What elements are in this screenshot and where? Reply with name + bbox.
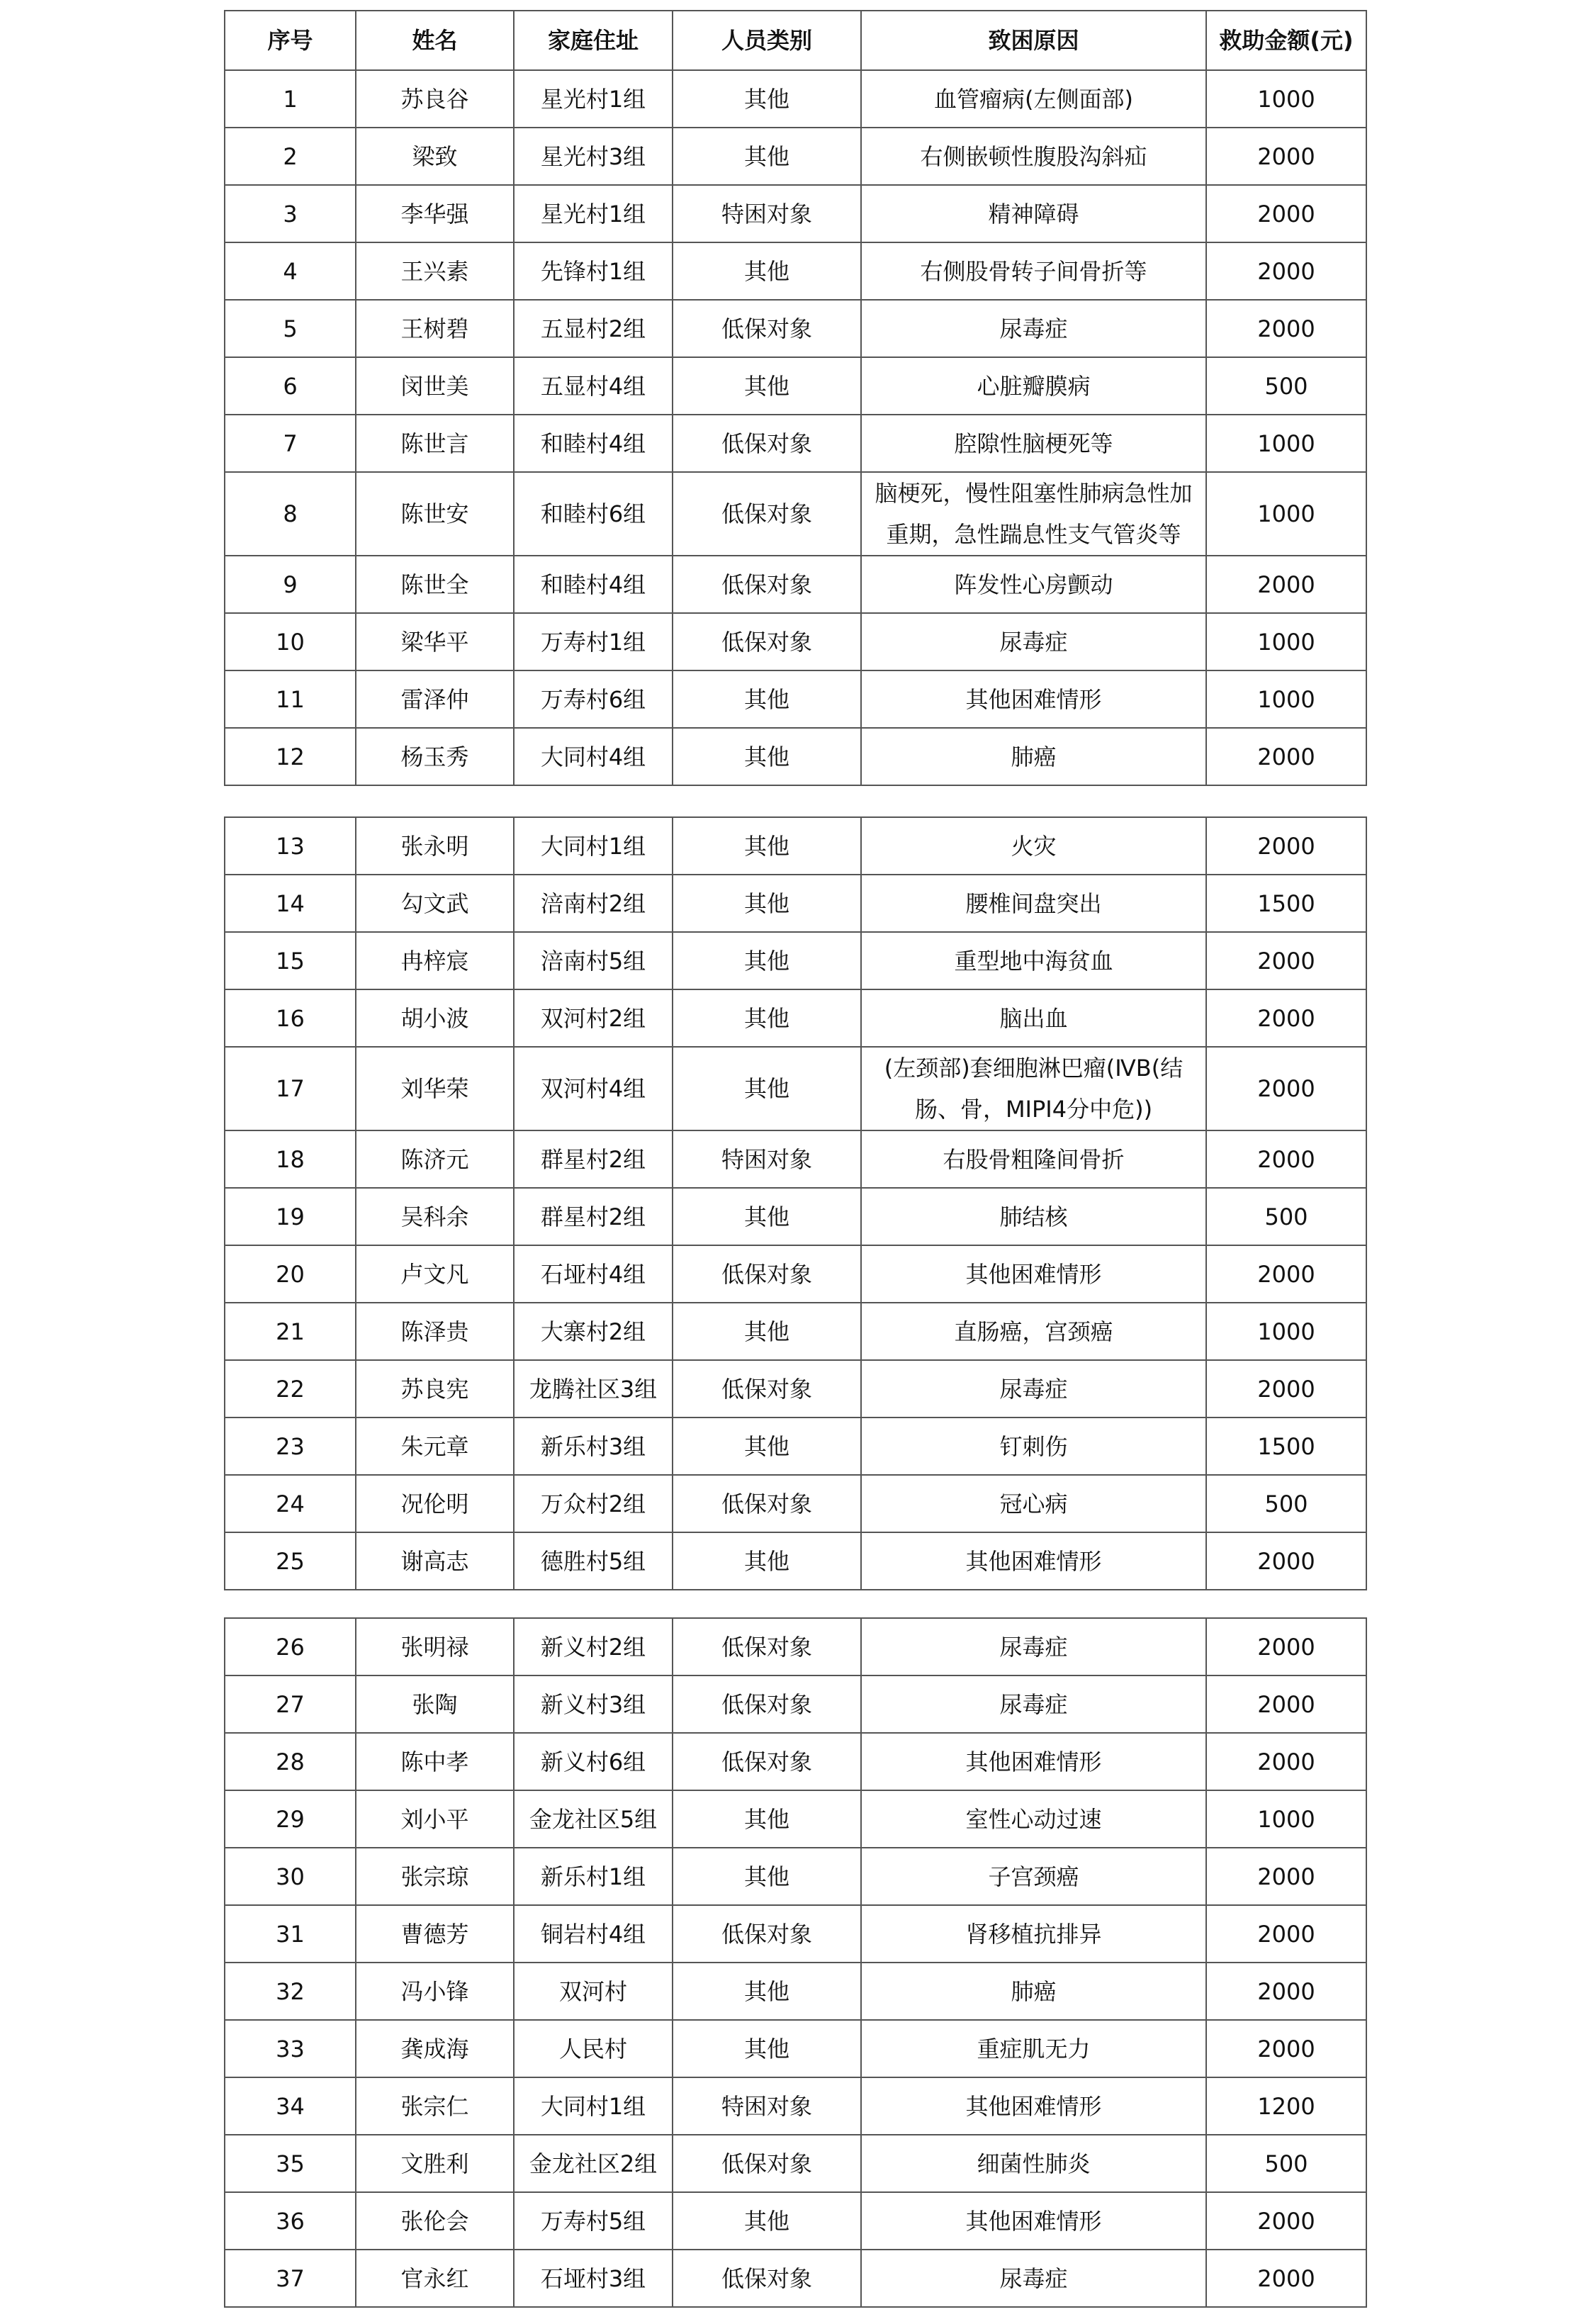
cell-amount: 1500 bbox=[1206, 1418, 1366, 1475]
cell-name: 杨玉秀 bbox=[356, 728, 514, 785]
cell-reason: 尿毒症 bbox=[861, 613, 1206, 670]
cell-reason: 钉刺伤 bbox=[861, 1418, 1206, 1475]
cell-reason: 细菌性肺炎 bbox=[861, 2135, 1206, 2192]
cell-reason: 右股骨粗隆间骨折 bbox=[861, 1130, 1206, 1188]
cell-amount: 2000 bbox=[1206, 1532, 1366, 1590]
cell-no: 15 bbox=[225, 932, 356, 989]
cell-category: 特困对象 bbox=[673, 2077, 861, 2135]
cell-no: 6 bbox=[225, 357, 356, 415]
cell-address: 大同村1组 bbox=[514, 817, 673, 875]
cell-address: 双河村 bbox=[514, 1963, 673, 2020]
cell-reason: 脑梗死，慢性阻塞性肺病急性加重期，急性踹息性支气管炎等 bbox=[861, 472, 1206, 556]
cell-no: 19 bbox=[225, 1188, 356, 1245]
header-amount: 救助金额(元) bbox=[1206, 11, 1366, 70]
cell-address: 新乐村3组 bbox=[514, 1418, 673, 1475]
cell-address: 大同村1组 bbox=[514, 2077, 673, 2135]
relief-table-part-3 bbox=[224, 1617, 1367, 2308]
cell-category: 其他 bbox=[673, 2192, 861, 2250]
table-row bbox=[225, 1047, 1366, 1130]
cell-amount: 2000 bbox=[1206, 1618, 1366, 1675]
cell-address: 石垭村4组 bbox=[514, 1245, 673, 1303]
cell-no: 31 bbox=[225, 1905, 356, 1963]
cell-address: 万寿村6组 bbox=[514, 670, 673, 728]
cell-address: 万寿村1组 bbox=[514, 613, 673, 670]
table-row bbox=[225, 989, 1366, 1047]
cell-reason: 其他困难情形 bbox=[861, 2077, 1206, 2135]
cell-name: 刘小平 bbox=[356, 1790, 514, 1848]
cell-category: 其他 bbox=[673, 1188, 861, 1245]
cell-amount: 2000 bbox=[1206, 556, 1366, 613]
cell-reason: 尿毒症 bbox=[861, 1360, 1206, 1418]
table-row bbox=[225, 1790, 1366, 1848]
table-row bbox=[225, 670, 1366, 728]
cell-reason: 其他困难情形 bbox=[861, 1245, 1206, 1303]
cell-amount: 2000 bbox=[1206, 728, 1366, 785]
cell-amount: 2000 bbox=[1206, 817, 1366, 875]
table-row bbox=[225, 817, 1366, 875]
cell-name: 闵世美 bbox=[356, 357, 514, 415]
cell-address: 大寨村2组 bbox=[514, 1303, 673, 1360]
cell-address: 群星村2组 bbox=[514, 1188, 673, 1245]
cell-category: 其他 bbox=[673, 989, 861, 1047]
cell-category: 低保对象 bbox=[673, 1360, 861, 1418]
cell-address: 德胜村5组 bbox=[514, 1532, 673, 1590]
cell-amount: 2000 bbox=[1206, 185, 1366, 242]
table-row bbox=[225, 2020, 1366, 2077]
cell-no: 28 bbox=[225, 1733, 356, 1790]
cell-amount: 1000 bbox=[1206, 415, 1366, 472]
cell-name: 陈泽贵 bbox=[356, 1303, 514, 1360]
cell-category: 其他 bbox=[673, 670, 861, 728]
cell-address: 星光村1组 bbox=[514, 185, 673, 242]
table-row bbox=[225, 70, 1366, 128]
header-address: 家庭住址 bbox=[514, 11, 673, 70]
table-row bbox=[225, 472, 1366, 556]
table-row bbox=[225, 1905, 1366, 1963]
cell-name: 张陶 bbox=[356, 1675, 514, 1733]
cell-category: 其他 bbox=[673, 128, 861, 185]
cell-category: 低保对象 bbox=[673, 1245, 861, 1303]
cell-address: 星光村3组 bbox=[514, 128, 673, 185]
cell-amount: 1200 bbox=[1206, 2077, 1366, 2135]
cell-no: 32 bbox=[225, 1963, 356, 2020]
cell-category: 低保对象 bbox=[673, 1675, 861, 1733]
cell-name: 李华强 bbox=[356, 185, 514, 242]
table-row bbox=[225, 415, 1366, 472]
cell-category: 低保对象 bbox=[673, 613, 861, 670]
cell-name: 曹德芳 bbox=[356, 1905, 514, 1963]
table-row bbox=[225, 242, 1366, 300]
cell-category: 其他 bbox=[673, 1303, 861, 1360]
cell-no: 29 bbox=[225, 1790, 356, 1848]
cell-no: 8 bbox=[225, 472, 356, 556]
table-row bbox=[225, 728, 1366, 785]
cell-category: 特困对象 bbox=[673, 1130, 861, 1188]
cell-name: 陈世安 bbox=[356, 472, 514, 556]
cell-no: 23 bbox=[225, 1418, 356, 1475]
cell-name: 冯小锋 bbox=[356, 1963, 514, 2020]
cell-amount: 1000 bbox=[1206, 670, 1366, 728]
cell-category: 其他 bbox=[673, 357, 861, 415]
cell-reason: 尿毒症 bbox=[861, 300, 1206, 357]
cell-name: 苏良谷 bbox=[356, 70, 514, 128]
cell-reason: 直肠癌，宫颈癌 bbox=[861, 1303, 1206, 1360]
cell-name: 张宗仁 bbox=[356, 2077, 514, 2135]
cell-reason: 右侧股骨转子间骨折等 bbox=[861, 242, 1206, 300]
header-no: 序号 bbox=[225, 11, 356, 70]
cell-amount: 1000 bbox=[1206, 472, 1366, 556]
table-row bbox=[225, 185, 1366, 242]
cell-address: 双河村2组 bbox=[514, 989, 673, 1047]
cell-reason: 冠心病 bbox=[861, 1475, 1206, 1532]
cell-name: 冉梓宸 bbox=[356, 932, 514, 989]
cell-category: 其他 bbox=[673, 728, 861, 785]
cell-name: 梁华平 bbox=[356, 613, 514, 670]
relief-table-part-2 bbox=[224, 816, 1367, 1590]
cell-reason: 心脏瓣膜病 bbox=[861, 357, 1206, 415]
header-row bbox=[225, 11, 1366, 70]
cell-no: 30 bbox=[225, 1848, 356, 1905]
cell-reason: 重症肌无力 bbox=[861, 2020, 1206, 2077]
cell-no: 16 bbox=[225, 989, 356, 1047]
cell-name: 王树碧 bbox=[356, 300, 514, 357]
cell-address: 金龙社区2组 bbox=[514, 2135, 673, 2192]
cell-name: 陈世全 bbox=[356, 556, 514, 613]
table-row bbox=[225, 1245, 1366, 1303]
cell-address: 群星村2组 bbox=[514, 1130, 673, 1188]
cell-amount: 500 bbox=[1206, 1475, 1366, 1532]
cell-name: 卢文凡 bbox=[356, 1245, 514, 1303]
cell-reason: 肾移植抗排异 bbox=[861, 1905, 1206, 1963]
cell-no: 3 bbox=[225, 185, 356, 242]
cell-no: 18 bbox=[225, 1130, 356, 1188]
table-row bbox=[225, 1360, 1366, 1418]
header-reason: 致困原因 bbox=[861, 11, 1206, 70]
cell-category: 低保对象 bbox=[673, 2250, 861, 2307]
cell-amount: 2000 bbox=[1206, 1963, 1366, 2020]
table-row bbox=[225, 2135, 1366, 2192]
cell-name: 胡小波 bbox=[356, 989, 514, 1047]
cell-name: 梁致 bbox=[356, 128, 514, 185]
table-row bbox=[225, 1733, 1366, 1790]
cell-amount: 2000 bbox=[1206, 1047, 1366, 1130]
cell-reason: 肺癌 bbox=[861, 728, 1206, 785]
cell-reason: 血管瘤病(左侧面部) bbox=[861, 70, 1206, 128]
header-name: 姓名 bbox=[356, 11, 514, 70]
cell-no: 34 bbox=[225, 2077, 356, 2135]
cell-address: 龙腾社区3组 bbox=[514, 1360, 673, 1418]
cell-address: 大同村4组 bbox=[514, 728, 673, 785]
cell-address: 星光村1组 bbox=[514, 70, 673, 128]
cell-address: 万众村2组 bbox=[514, 1475, 673, 1532]
cell-category: 其他 bbox=[673, 875, 861, 932]
cell-category: 低保对象 bbox=[673, 1475, 861, 1532]
table-row bbox=[225, 1188, 1366, 1245]
cell-category: 其他 bbox=[673, 1848, 861, 1905]
table-row bbox=[225, 1130, 1366, 1188]
cell-address: 石垭村3组 bbox=[514, 2250, 673, 2307]
table-row bbox=[225, 128, 1366, 185]
cell-amount: 500 bbox=[1206, 1188, 1366, 1245]
cell-amount: 2000 bbox=[1206, 1733, 1366, 1790]
table-row bbox=[225, 2077, 1366, 2135]
cell-no: 11 bbox=[225, 670, 356, 728]
cell-reason: 室性心动过速 bbox=[861, 1790, 1206, 1848]
cell-address: 先锋村1组 bbox=[514, 242, 673, 300]
cell-category: 其他 bbox=[673, 2020, 861, 2077]
cell-reason: 火灾 bbox=[861, 817, 1206, 875]
cell-address: 新乐村1组 bbox=[514, 1848, 673, 1905]
cell-name: 陈世言 bbox=[356, 415, 514, 472]
table-row bbox=[225, 1418, 1366, 1475]
cell-amount: 1000 bbox=[1206, 1790, 1366, 1848]
cell-address: 五显村2组 bbox=[514, 300, 673, 357]
cell-address: 涪南村2组 bbox=[514, 875, 673, 932]
table-row bbox=[225, 2192, 1366, 2250]
cell-address: 新义村2组 bbox=[514, 1618, 673, 1675]
cell-amount: 500 bbox=[1206, 2135, 1366, 2192]
cell-no: 33 bbox=[225, 2020, 356, 2077]
cell-category: 其他 bbox=[673, 817, 861, 875]
cell-category: 低保对象 bbox=[673, 1733, 861, 1790]
cell-reason: 右侧嵌顿性腹股沟斜疝 bbox=[861, 128, 1206, 185]
cell-no: 12 bbox=[225, 728, 356, 785]
cell-amount: 2000 bbox=[1206, 2250, 1366, 2307]
cell-no: 24 bbox=[225, 1475, 356, 1532]
cell-category: 低保对象 bbox=[673, 2135, 861, 2192]
cell-category: 其他 bbox=[673, 1418, 861, 1475]
cell-no: 21 bbox=[225, 1303, 356, 1360]
cell-category: 其他 bbox=[673, 70, 861, 128]
cell-name: 雷泽仲 bbox=[356, 670, 514, 728]
cell-category: 低保对象 bbox=[673, 1905, 861, 1963]
cell-reason: 腰椎间盘突出 bbox=[861, 875, 1206, 932]
cell-name: 朱元章 bbox=[356, 1418, 514, 1475]
cell-amount: 500 bbox=[1206, 357, 1366, 415]
table-row bbox=[225, 556, 1366, 613]
table-row bbox=[225, 1963, 1366, 2020]
table-row bbox=[225, 1532, 1366, 1590]
table-row bbox=[225, 932, 1366, 989]
cell-no: 10 bbox=[225, 613, 356, 670]
cell-reason: 腔隙性脑梗死等 bbox=[861, 415, 1206, 472]
cell-reason: 重型地中海贫血 bbox=[861, 932, 1206, 989]
cell-reason: (左颈部)套细胞淋巴瘤(ⅣB(结肠、骨，MIPI4分中危)) bbox=[861, 1047, 1206, 1130]
cell-address: 双河村4组 bbox=[514, 1047, 673, 1130]
cell-reason: 其他困难情形 bbox=[861, 2192, 1206, 2250]
cell-category: 其他 bbox=[673, 1047, 861, 1130]
cell-amount: 1500 bbox=[1206, 875, 1366, 932]
cell-no: 35 bbox=[225, 2135, 356, 2192]
cell-address: 和睦村6组 bbox=[514, 472, 673, 556]
cell-no: 1 bbox=[225, 70, 356, 128]
cell-reason: 其他困难情形 bbox=[861, 1532, 1206, 1590]
cell-address: 五显村4组 bbox=[514, 357, 673, 415]
cell-amount: 1000 bbox=[1206, 70, 1366, 128]
cell-amount: 1000 bbox=[1206, 1303, 1366, 1360]
cell-amount: 2000 bbox=[1206, 300, 1366, 357]
cell-amount: 1000 bbox=[1206, 613, 1366, 670]
cell-category: 低保对象 bbox=[673, 1618, 861, 1675]
cell-name: 陈济元 bbox=[356, 1130, 514, 1188]
table-row bbox=[225, 613, 1366, 670]
cell-category: 低保对象 bbox=[673, 300, 861, 357]
cell-amount: 2000 bbox=[1206, 2192, 1366, 2250]
cell-amount: 2000 bbox=[1206, 1848, 1366, 1905]
cell-no: 26 bbox=[225, 1618, 356, 1675]
cell-category: 低保对象 bbox=[673, 415, 861, 472]
table-row bbox=[225, 2250, 1366, 2307]
cell-name: 张永明 bbox=[356, 817, 514, 875]
relief-table-part-1 bbox=[224, 10, 1367, 786]
cell-category: 其他 bbox=[673, 1963, 861, 2020]
cell-category: 其他 bbox=[673, 1532, 861, 1590]
cell-reason: 精神障碍 bbox=[861, 185, 1206, 242]
table-row bbox=[225, 1475, 1366, 1532]
cell-name: 官永红 bbox=[356, 2250, 514, 2307]
cell-name: 吴科余 bbox=[356, 1188, 514, 1245]
cell-amount: 2000 bbox=[1206, 2020, 1366, 2077]
cell-name: 文胜利 bbox=[356, 2135, 514, 2192]
cell-name: 张明禄 bbox=[356, 1618, 514, 1675]
cell-address: 铜岩村4组 bbox=[514, 1905, 673, 1963]
cell-name: 刘华荣 bbox=[356, 1047, 514, 1130]
cell-amount: 2000 bbox=[1206, 1245, 1366, 1303]
cell-reason: 子宫颈癌 bbox=[861, 1848, 1206, 1905]
cell-amount: 2000 bbox=[1206, 128, 1366, 185]
cell-no: 4 bbox=[225, 242, 356, 300]
cell-reason: 尿毒症 bbox=[861, 2250, 1206, 2307]
cell-address: 新义村3组 bbox=[514, 1675, 673, 1733]
cell-category: 特困对象 bbox=[673, 185, 861, 242]
cell-amount: 2000 bbox=[1206, 1130, 1366, 1188]
table-row bbox=[225, 875, 1366, 932]
cell-category: 低保对象 bbox=[673, 556, 861, 613]
cell-reason: 阵发性心房颤动 bbox=[861, 556, 1206, 613]
table-row bbox=[225, 1303, 1366, 1360]
cell-no: 9 bbox=[225, 556, 356, 613]
cell-amount: 2000 bbox=[1206, 1905, 1366, 1963]
cell-reason: 肺结核 bbox=[861, 1188, 1206, 1245]
cell-name: 张宗琼 bbox=[356, 1848, 514, 1905]
cell-no: 13 bbox=[225, 817, 356, 875]
cell-name: 苏良宪 bbox=[356, 1360, 514, 1418]
cell-name: 王兴素 bbox=[356, 242, 514, 300]
cell-no: 20 bbox=[225, 1245, 356, 1303]
cell-address: 和睦村4组 bbox=[514, 556, 673, 613]
cell-reason: 尿毒症 bbox=[861, 1618, 1206, 1675]
cell-no: 37 bbox=[225, 2250, 356, 2307]
header-category: 人员类别 bbox=[673, 11, 861, 70]
cell-amount: 2000 bbox=[1206, 989, 1366, 1047]
cell-category: 其他 bbox=[673, 242, 861, 300]
cell-no: 17 bbox=[225, 1047, 356, 1130]
table-row bbox=[225, 1618, 1366, 1675]
cell-no: 2 bbox=[225, 128, 356, 185]
cell-category: 其他 bbox=[673, 932, 861, 989]
cell-address: 和睦村4组 bbox=[514, 415, 673, 472]
cell-reason: 肺癌 bbox=[861, 1963, 1206, 2020]
cell-name: 勾文武 bbox=[356, 875, 514, 932]
cell-amount: 2000 bbox=[1206, 1675, 1366, 1733]
cell-address: 万寿村5组 bbox=[514, 2192, 673, 2250]
cell-no: 22 bbox=[225, 1360, 356, 1418]
cell-amount: 2000 bbox=[1206, 242, 1366, 300]
cell-name: 况伦明 bbox=[356, 1475, 514, 1532]
table-row bbox=[225, 357, 1366, 415]
cell-reason: 脑出血 bbox=[861, 989, 1206, 1047]
cell-reason: 其他困难情形 bbox=[861, 670, 1206, 728]
cell-no: 7 bbox=[225, 415, 356, 472]
cell-name: 龚成海 bbox=[356, 2020, 514, 2077]
cell-reason: 其他困难情形 bbox=[861, 1733, 1206, 1790]
table-row bbox=[225, 1848, 1366, 1905]
table-row bbox=[225, 1675, 1366, 1733]
cell-address: 涪南村5组 bbox=[514, 932, 673, 989]
cell-category: 低保对象 bbox=[673, 472, 861, 556]
cell-name: 陈中孝 bbox=[356, 1733, 514, 1790]
table-row bbox=[225, 300, 1366, 357]
cell-no: 25 bbox=[225, 1532, 356, 1590]
cell-address: 新义村6组 bbox=[514, 1733, 673, 1790]
cell-name: 张伦会 bbox=[356, 2192, 514, 2250]
cell-no: 14 bbox=[225, 875, 356, 932]
cell-category: 其他 bbox=[673, 1790, 861, 1848]
cell-no: 36 bbox=[225, 2192, 356, 2250]
cell-no: 5 bbox=[225, 300, 356, 357]
cell-amount: 2000 bbox=[1206, 932, 1366, 989]
cell-address: 人民村 bbox=[514, 2020, 673, 2077]
cell-no: 27 bbox=[225, 1675, 356, 1733]
cell-name: 谢高志 bbox=[356, 1532, 514, 1590]
cell-address: 金龙社区5组 bbox=[514, 1790, 673, 1848]
cell-amount: 2000 bbox=[1206, 1360, 1366, 1418]
cell-reason: 尿毒症 bbox=[861, 1675, 1206, 1733]
